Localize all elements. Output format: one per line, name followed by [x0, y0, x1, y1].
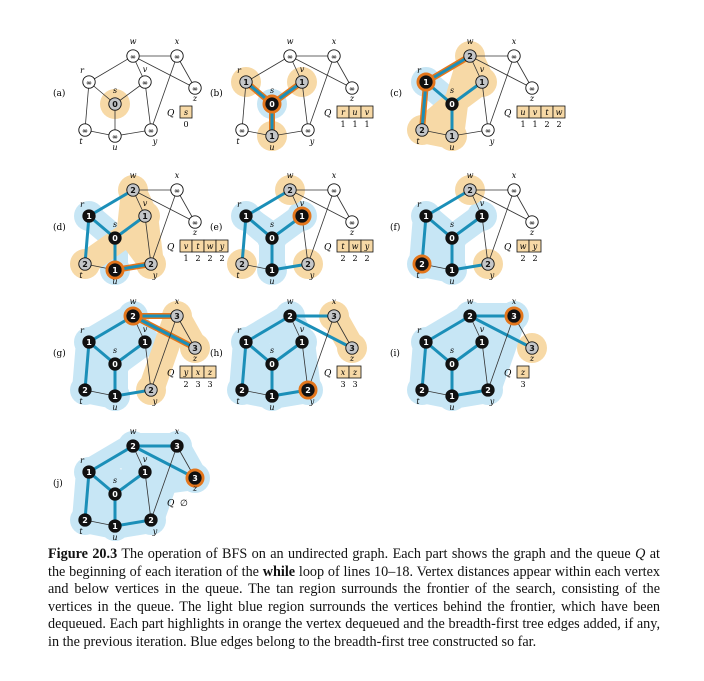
- vertex-label: w: [129, 37, 137, 46]
- vertex-label: s: [112, 346, 118, 355]
- vertex-label: u: [449, 143, 455, 152]
- vertex-distance: 3: [192, 474, 198, 483]
- vertex-label: u: [269, 143, 275, 152]
- vertex-distance: ∞: [82, 127, 88, 135]
- vertex-label: r: [417, 200, 421, 209]
- vertex-distance: 1: [142, 468, 148, 477]
- queue-distance: 3: [520, 380, 526, 389]
- bfs-part-e: [210, 171, 373, 286]
- vertex-label: y: [152, 397, 158, 406]
- queue-label: Q: [504, 369, 512, 379]
- vertex-distance: 0: [449, 100, 455, 109]
- vertex-distance: ∞: [305, 127, 311, 135]
- vertex-distance: 1: [479, 338, 485, 347]
- queue-distance: 3: [340, 380, 346, 389]
- queue-vertex: y: [532, 242, 538, 251]
- vertex-distance: ∞: [174, 53, 180, 61]
- vertex-distance: 1: [86, 468, 92, 477]
- vertex-label: s: [449, 220, 455, 229]
- queue-vertex: w: [519, 242, 527, 251]
- vertex-label: t: [416, 397, 420, 406]
- vertex-label: u: [449, 403, 455, 412]
- vertex-distance: 2: [148, 386, 154, 395]
- vertex-distance: ∞: [511, 53, 517, 61]
- queue-label: Q: [167, 243, 175, 253]
- vertex-label: s: [269, 220, 275, 229]
- vertex-distance: 1: [243, 338, 249, 347]
- vertex-label: u: [112, 533, 118, 542]
- queue-vertex: u: [520, 108, 526, 117]
- part-label: (d): [53, 223, 66, 233]
- vertex-label: w: [286, 37, 294, 46]
- vertex-label: t: [79, 271, 83, 280]
- queue-distance: 2: [352, 254, 358, 263]
- queue-vertex: w: [351, 242, 359, 251]
- vertex-distance: 2: [239, 386, 245, 395]
- queue-vertex: s: [183, 108, 189, 117]
- part-label: (g): [53, 349, 66, 359]
- queue-vertex: u: [352, 108, 358, 117]
- queue-distance: 1: [364, 120, 370, 129]
- part-label: (i): [390, 349, 400, 359]
- vertex-label: u: [112, 403, 118, 412]
- vertex-label: z: [192, 228, 198, 237]
- queue-vertex: r: [341, 108, 345, 117]
- queue-distance: 2: [219, 254, 225, 263]
- queue-distance: 3: [207, 380, 213, 389]
- vertex-distance: 2: [485, 260, 491, 269]
- vertex-distance: 3: [511, 312, 517, 321]
- part-label: (b): [210, 89, 223, 99]
- vertex-label: w: [466, 171, 474, 180]
- vertex-distance: 1: [449, 132, 455, 141]
- queue-label: Q: [504, 109, 512, 119]
- vertex-label: x: [174, 297, 180, 306]
- vertex-label: x: [174, 37, 180, 46]
- vertex-label: t: [416, 137, 420, 146]
- vertex-distance: 3: [331, 312, 337, 321]
- vertex-label: x: [174, 171, 180, 180]
- queue-vertex: y: [219, 242, 225, 251]
- bfs-part-a: [53, 37, 201, 152]
- caption-text-1: The operation of BFS on an undirected graph. Each part shows the graph and the queue: [117, 546, 636, 562]
- caption-text-3: loop of lines 10–18. Vertex distances appear within each vertex and below vertices in the queue. The tan region surrounds the frontier of the search, consisting of the vertices in the queue. The light blue region surrounds the vertices behind the frontier, which have been dequeued. Each part highlights in orange the vertex dequeued and the breadth-first tree edges added, if any, in the previous iteration. Blue edges belong to the breadth-first tree constructed so far.: [48, 563, 661, 650]
- vertex-distance: ∞: [349, 85, 355, 93]
- vertex-label: w: [466, 37, 474, 46]
- vertex-label: y: [309, 397, 315, 406]
- vertex-distance: 1: [449, 392, 455, 401]
- vertex-distance: 2: [467, 312, 473, 321]
- vertex-distance: ∞: [239, 127, 245, 135]
- vertex-distance: 1: [299, 338, 305, 347]
- vertex-distance: ∞: [192, 219, 198, 227]
- vertex-label: u: [112, 277, 118, 286]
- queue-distance: 1: [352, 120, 358, 129]
- vertex-label: y: [489, 137, 495, 146]
- vertex-label: y: [309, 271, 315, 280]
- queue-distance: 2: [532, 254, 538, 263]
- vertex-distance: ∞: [331, 187, 337, 195]
- vertex-distance: 1: [86, 212, 92, 221]
- queue-label: Q: [324, 369, 332, 379]
- vertex-label: t: [236, 397, 240, 406]
- vertex-label: y: [152, 137, 158, 146]
- vertex-label: u: [112, 143, 118, 152]
- vertex-distance: 2: [485, 386, 491, 395]
- vertex-label: r: [237, 326, 241, 335]
- vertex-distance: 0: [449, 360, 455, 369]
- vertex-distance: 2: [239, 260, 245, 269]
- part-label: (j): [53, 479, 63, 489]
- vertex-distance: ∞: [485, 127, 491, 135]
- bfs-part-f: [390, 171, 541, 286]
- vertex-distance: 2: [82, 260, 88, 269]
- vertex-label: v: [479, 65, 485, 74]
- queue-label: Q: [167, 109, 175, 119]
- vertex-label: s: [269, 346, 275, 355]
- queue-distance: 1: [532, 120, 538, 129]
- queue-vertex: x: [195, 368, 201, 377]
- vertex-label: t: [236, 137, 240, 146]
- queue-vertex: x: [340, 368, 346, 377]
- vertex-distance: 3: [192, 344, 198, 353]
- vertex-distance: ∞: [112, 133, 118, 141]
- caption-text-2: at the beginning of each iteration of the: [48, 546, 660, 580]
- vertex-distance: 0: [112, 360, 118, 369]
- vertex-label: v: [299, 199, 305, 208]
- vertex-label: u: [449, 277, 455, 286]
- queue-distance: 3: [195, 380, 201, 389]
- queue-vertex: z: [520, 368, 526, 377]
- vertex-distance: 1: [112, 266, 118, 275]
- vertex-label: y: [309, 137, 315, 146]
- vertex-distance: 1: [86, 338, 92, 347]
- vertex-distance: 1: [269, 266, 275, 275]
- queue-label: Q: [167, 369, 175, 379]
- vertex-label: w: [466, 297, 474, 306]
- vertex-label: s: [112, 86, 118, 95]
- vertex-distance: 1: [269, 392, 275, 401]
- queue-distance: 1: [520, 120, 526, 129]
- vertex-distance: ∞: [331, 53, 337, 61]
- bfs-part-d: [53, 171, 228, 286]
- vertex-label: t: [236, 271, 240, 280]
- vertex-label: t: [416, 271, 420, 280]
- vertex-distance: 2: [419, 260, 425, 269]
- queue-distance: 2: [195, 254, 201, 263]
- vertex-label: z: [529, 94, 535, 103]
- vertex-distance: 2: [130, 442, 136, 451]
- vertex-label: w: [286, 297, 294, 306]
- bfs-part-i: [390, 297, 547, 412]
- vertex-distance: 0: [269, 234, 275, 243]
- vertex-label: r: [80, 456, 84, 465]
- vertex-label: r: [417, 66, 421, 75]
- bfs-part-j: [53, 427, 210, 542]
- vertex-distance: ∞: [511, 187, 517, 195]
- vertex-label: v: [479, 199, 485, 208]
- bfs-part-c: [390, 37, 565, 152]
- vertex-label: z: [349, 94, 355, 103]
- vertex-label: z: [192, 94, 198, 103]
- queue-distance: 2: [520, 254, 526, 263]
- vertex-label: z: [192, 354, 198, 363]
- queue-vertex: v: [364, 108, 370, 117]
- caption-while: while: [262, 563, 296, 580]
- vertex-distance: 2: [419, 126, 425, 135]
- graph-edge: [89, 56, 133, 82]
- caption-label: Figure 20.3: [48, 546, 118, 562]
- vertex-label: z: [529, 228, 535, 237]
- vertex-label: v: [142, 455, 148, 464]
- vertex-distance: 3: [529, 344, 535, 353]
- vertex-distance: 1: [423, 212, 429, 221]
- vertex-distance: 2: [419, 386, 425, 395]
- queue-distance: 2: [207, 254, 213, 263]
- queue-distance: 2: [544, 120, 550, 129]
- vertex-distance: 0: [112, 490, 118, 499]
- vertex-label: r: [80, 66, 84, 75]
- queue-vertex: y: [183, 368, 189, 377]
- queue-distance: 2: [556, 120, 562, 129]
- vertex-distance: 1: [142, 338, 148, 347]
- vertex-distance: 1: [299, 78, 305, 87]
- vertex-distance: 2: [305, 260, 311, 269]
- queue-vertex: w: [206, 242, 214, 251]
- vertex-label: w: [129, 171, 137, 180]
- vertex-label: y: [152, 527, 158, 536]
- vertex-distance: 3: [349, 344, 355, 353]
- vertex-label: x: [174, 427, 180, 436]
- vertex-distance: ∞: [349, 219, 355, 227]
- vertex-distance: 3: [174, 442, 180, 451]
- vertex-label: u: [269, 277, 275, 286]
- vertex-distance: ∞: [529, 219, 535, 227]
- vertex-distance: 2: [467, 186, 473, 195]
- vertex-label: x: [511, 171, 517, 180]
- vertex-distance: 1: [423, 78, 429, 87]
- part-label: (a): [53, 89, 66, 99]
- vertex-label: u: [269, 403, 275, 412]
- caption-q: Q: [635, 546, 646, 562]
- queue-vertex: z: [207, 368, 213, 377]
- vertex-label: w: [286, 171, 294, 180]
- queue-distance: 1: [183, 254, 189, 263]
- vertex-distance: 1: [479, 212, 485, 221]
- vertex-label: x: [331, 37, 337, 46]
- vertex-distance: 0: [112, 100, 118, 109]
- vertex-label: s: [112, 220, 118, 229]
- queue-vertex: v: [532, 108, 538, 117]
- vertex-distance: 1: [449, 266, 455, 275]
- vertex-distance: 2: [467, 52, 473, 61]
- vertex-label: s: [112, 476, 118, 485]
- vertex-distance: ∞: [86, 79, 92, 87]
- bfs-part-g: [53, 297, 216, 412]
- vertex-distance: 1: [479, 78, 485, 87]
- vertex-distance: ∞: [174, 187, 180, 195]
- vertex-label: z: [529, 354, 535, 363]
- vertex-label: y: [489, 271, 495, 280]
- vertex-distance: ∞: [287, 53, 293, 61]
- queue-label: Q: [324, 243, 332, 253]
- vertex-distance: 2: [305, 386, 311, 395]
- vertex-distance: 1: [243, 212, 249, 221]
- vertex-distance: 1: [112, 522, 118, 531]
- vertex-distance: 1: [142, 212, 148, 221]
- queue-distance: 2: [183, 380, 189, 389]
- vertex-distance: ∞: [192, 85, 198, 93]
- figure-caption: [48, 546, 660, 651]
- queue-distance: 2: [340, 254, 346, 263]
- vertex-distance: 0: [269, 100, 275, 109]
- vertex-distance: 1: [299, 212, 305, 221]
- queue-vertex: v: [183, 242, 189, 251]
- vertex-label: y: [489, 397, 495, 406]
- vertex-distance: 1: [243, 78, 249, 87]
- queue-vertex: t: [196, 242, 200, 251]
- part-label: (c): [390, 89, 403, 99]
- vertex-distance: 1: [112, 392, 118, 401]
- vertex-label: v: [142, 65, 148, 74]
- vertex-distance: 2: [82, 386, 88, 395]
- graph-edge: [85, 82, 89, 130]
- queue-distance: 3: [352, 380, 358, 389]
- vertex-distance: ∞: [529, 85, 535, 93]
- queue-label: Q: [504, 243, 512, 253]
- bfs-part-h: [210, 297, 367, 412]
- vertex-label: y: [152, 271, 158, 280]
- vertex-label: z: [349, 228, 355, 237]
- vertex-label: t: [79, 527, 83, 536]
- vertex-distance: 3: [174, 312, 180, 321]
- vertex-label: r: [80, 326, 84, 335]
- vertex-label: s: [449, 86, 455, 95]
- part-label: (f): [390, 223, 401, 233]
- vertex-label: t: [79, 397, 83, 406]
- vertex-label: z: [349, 354, 355, 363]
- vertex-distance: 2: [287, 186, 293, 195]
- vertex-label: t: [79, 137, 83, 146]
- vertex-label: r: [80, 200, 84, 209]
- queue-vertex: w: [555, 108, 563, 117]
- queue-label: Q: [324, 109, 332, 119]
- vertex-label: v: [299, 65, 305, 74]
- vertex-label: x: [331, 171, 337, 180]
- vertex-label: v: [142, 199, 148, 208]
- vertex-label: s: [449, 346, 455, 355]
- vertex-distance: ∞: [142, 79, 148, 87]
- vertex-label: x: [511, 37, 517, 46]
- queue-vertex: t: [545, 108, 549, 117]
- vertex-label: r: [237, 200, 241, 209]
- queue-vertex: t: [341, 242, 345, 251]
- queue-label: Q: [167, 499, 175, 509]
- vertex-distance: 2: [287, 312, 293, 321]
- queue-vertex: z: [352, 368, 358, 377]
- vertex-label: s: [269, 86, 275, 95]
- queue-distance: 0: [183, 120, 189, 129]
- vertex-distance: 2: [130, 312, 136, 321]
- vertex-label: r: [237, 66, 241, 75]
- part-label: (h): [210, 349, 223, 359]
- vertex-distance: ∞: [148, 127, 154, 135]
- vertex-distance: 0: [269, 360, 275, 369]
- vertex-label: w: [129, 427, 137, 436]
- vertex-label: v: [299, 325, 305, 334]
- vertex-label: w: [129, 297, 137, 306]
- graph-edge: [145, 82, 151, 130]
- bfs-part-b: [210, 37, 373, 152]
- vertex-label: x: [511, 297, 517, 306]
- vertex-distance: 0: [112, 234, 118, 243]
- queue-distance: 1: [340, 120, 346, 129]
- vertex-distance: 2: [82, 516, 88, 525]
- vertex-distance: 2: [130, 186, 136, 195]
- vertex-label: v: [142, 325, 148, 334]
- part-label: (e): [210, 223, 223, 233]
- vertex-distance: 1: [423, 338, 429, 347]
- vertex-label: r: [417, 326, 421, 335]
- vertex-distance: 1: [269, 132, 275, 141]
- vertex-distance: 2: [148, 516, 154, 525]
- vertex-distance: 2: [148, 260, 154, 269]
- vertex-label: z: [192, 484, 198, 493]
- vertex-distance: ∞: [130, 53, 136, 61]
- queue-empty: ∅: [180, 499, 188, 509]
- vertex-label: v: [479, 325, 485, 334]
- queue-distance: 2: [364, 254, 370, 263]
- vertex-distance: 0: [449, 234, 455, 243]
- queue-vertex: y: [364, 242, 370, 251]
- vertex-label: x: [331, 297, 337, 306]
